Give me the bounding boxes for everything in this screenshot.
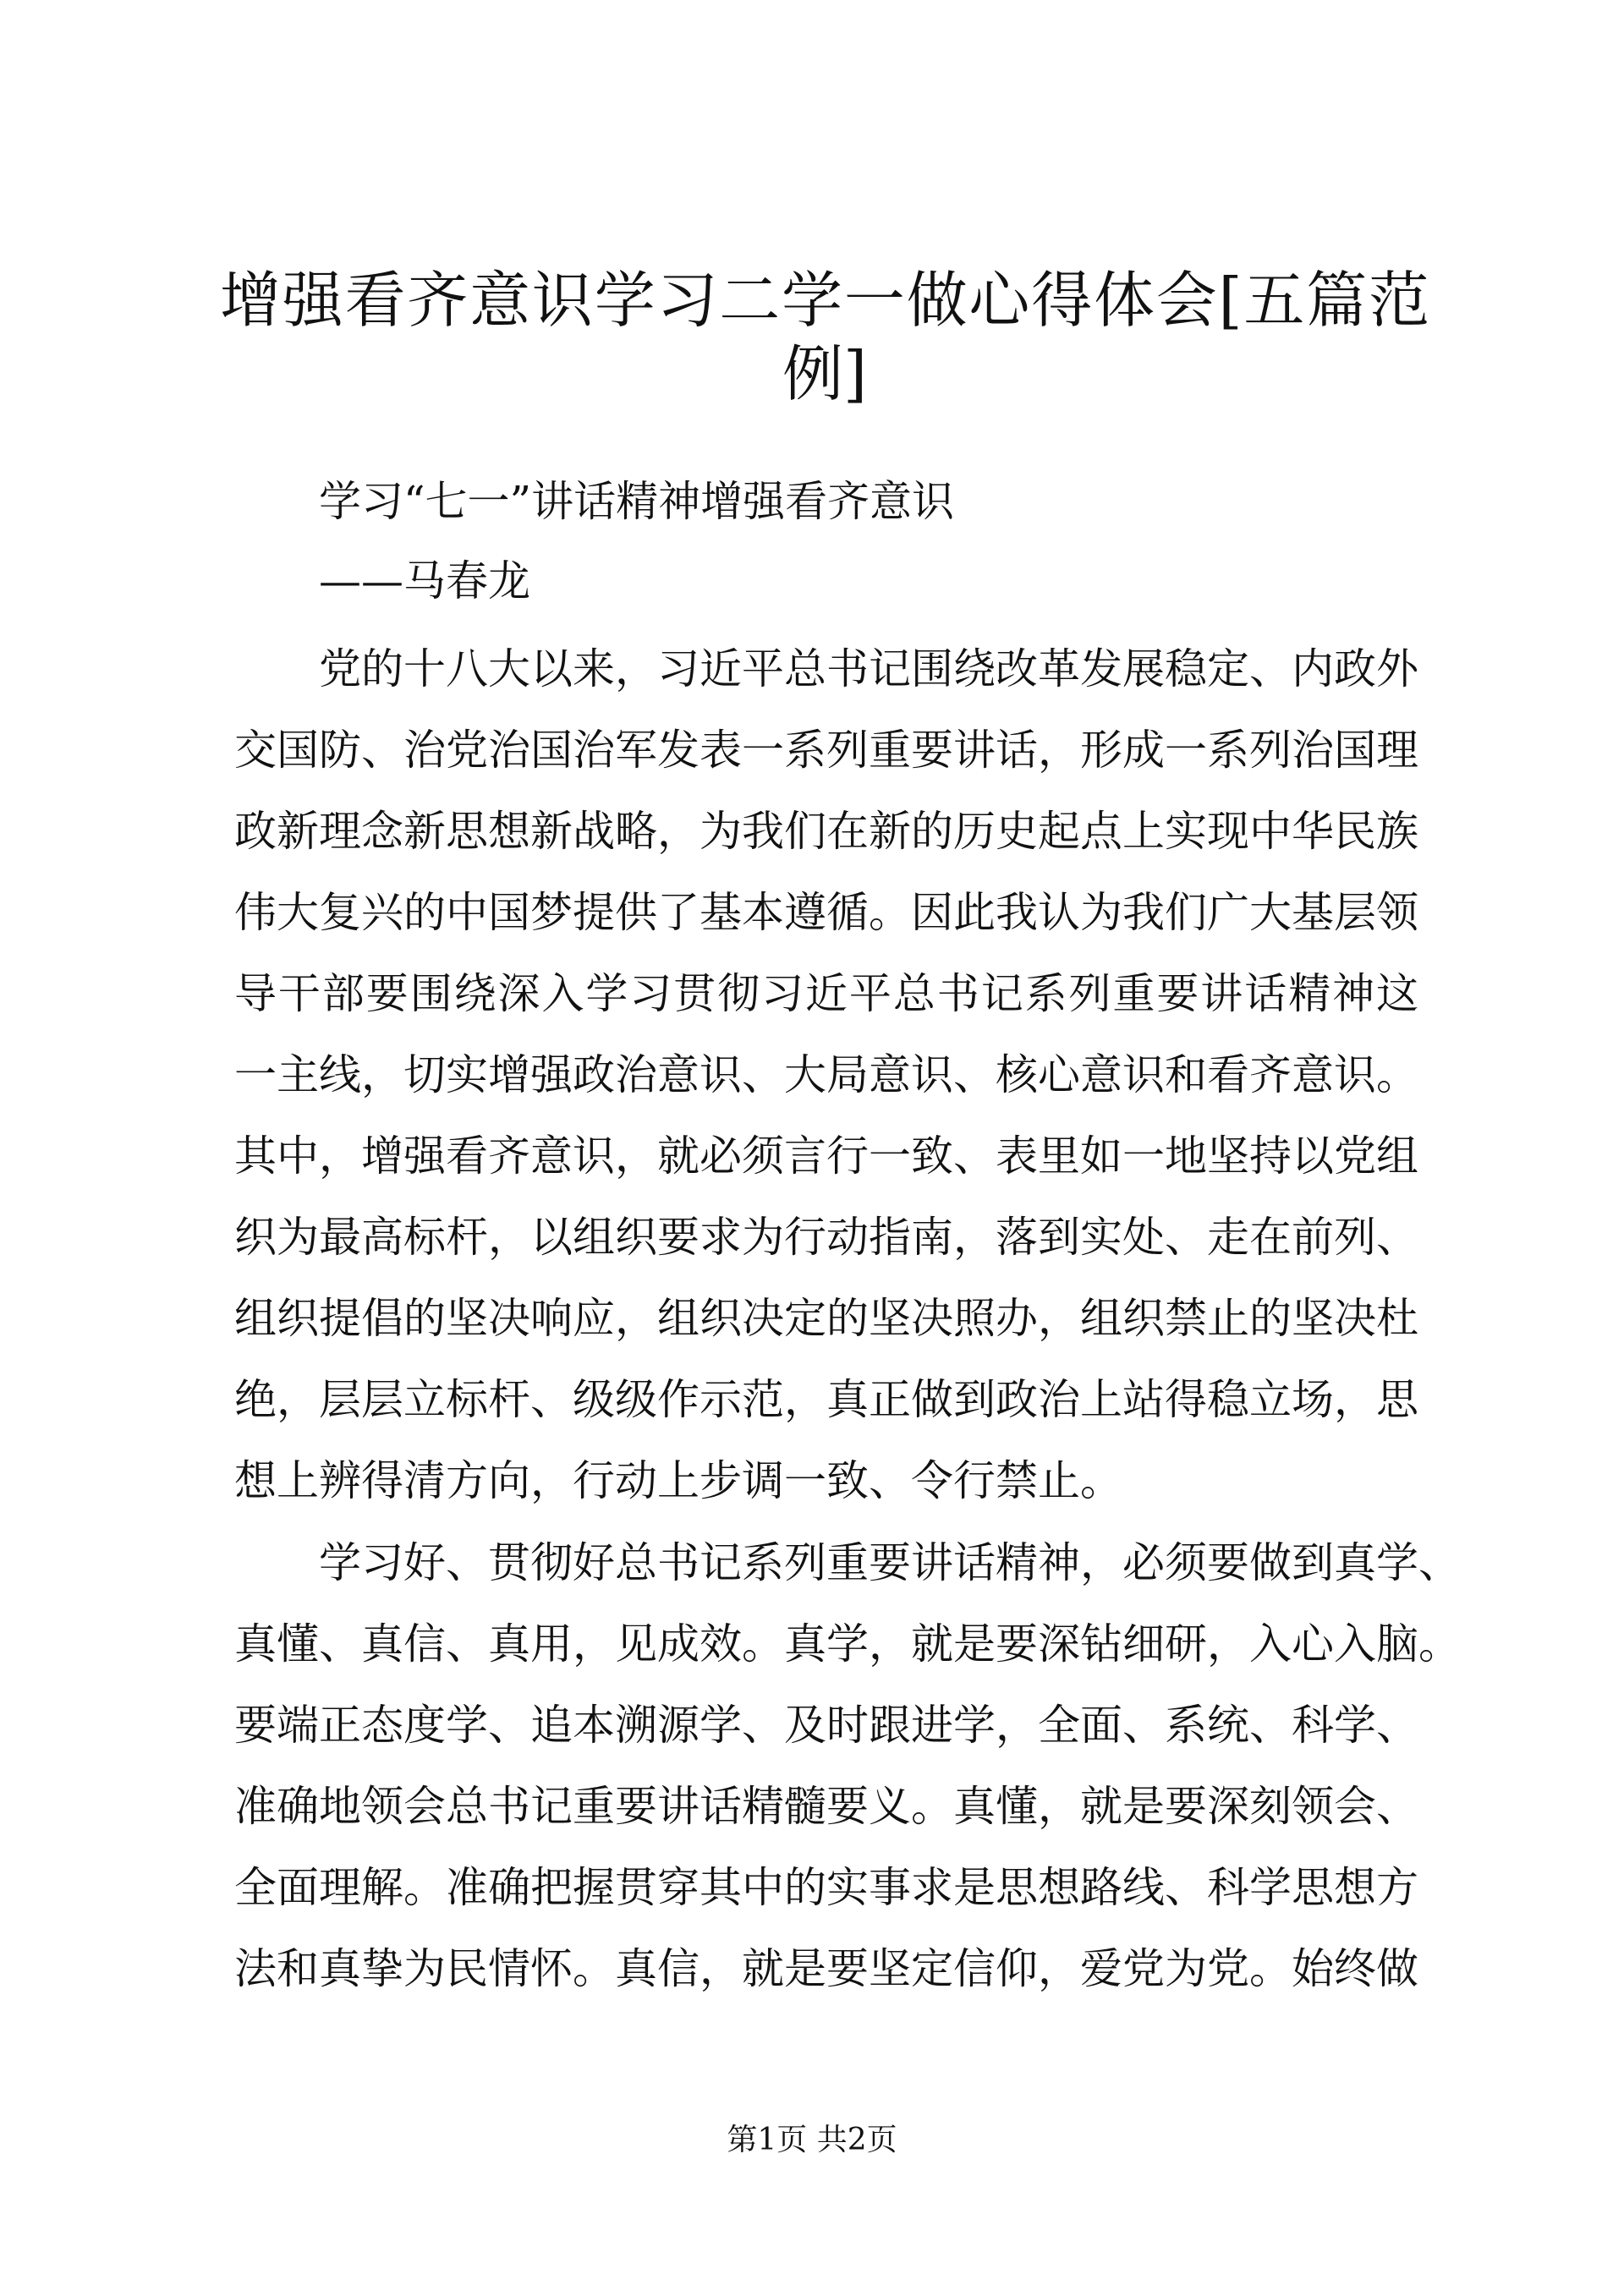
paragraph-line: 一主线，切实增强政治意识、大局意识、核心意识和看齐意识。 <box>234 1050 1418 1099</box>
document-title-line-2: 例] <box>782 338 868 409</box>
subtitle: 学习“七一”讲话精神增强看齐意识 <box>319 477 955 526</box>
paragraph-line: 法和真挚为民情怀。真信，就是要坚定信仰，爱党为党。始终做 <box>234 1944 1418 1993</box>
paragraph-line: 真懂、真信、真用，见成效。真学，就是要深钻细研，入心入脑。 <box>234 1619 1461 1669</box>
paragraph-line: 交国防、治党治国治军发表一系列重要讲话，形成一系列治国理 <box>234 726 1418 775</box>
paragraph-line: 学习好、贯彻好总书记系列重要讲话精神，必须要做到真学、 <box>319 1538 1461 1587</box>
author: ——马春龙 <box>319 556 530 606</box>
paragraph-line: 织为最高标杆，以组织要求为行动指南，落到实处、走在前列、 <box>234 1213 1418 1262</box>
paragraph-line: 准确地领会总书记重要讲话精髓要义。真懂，就是要深刻领会、 <box>234 1782 1418 1831</box>
paragraph-line: 想上辨得清方向，行动上步调一致、令行禁止。 <box>234 1456 1122 1505</box>
page-number: 第1页 共2页 <box>727 2123 897 2157</box>
paragraph-line: 要端正态度学、追本溯源学、及时跟进学，全面、系统、科学、 <box>234 1701 1418 1750</box>
paragraph-line: 党的十八大以来，习近平总书记围绕改革发展稳定、内政外 <box>319 644 1418 693</box>
paragraph-line: 全面理解。准确把握贯穿其中的实事求是思想路线、科学思想方 <box>234 1863 1418 1912</box>
paragraph-line: 组织提倡的坚决响应，组织决定的坚决照办，组织禁止的坚决杜 <box>234 1294 1418 1343</box>
paragraph-line: 其中，增强看齐意识，就必须言行一致、表里如一地坚持以党组 <box>234 1132 1418 1181</box>
paragraph-line: 导干部要围绕深入学习贯彻习近平总书记系列重要讲话精神这 <box>234 969 1418 1018</box>
paragraph-line: 伟大复兴的中国梦提供了基本遵循。因此我认为我们广大基层领 <box>234 888 1418 937</box>
document-title-line-1: 增强看齐意识学习二学一做心得体会[五篇范 <box>220 265 1429 336</box>
paragraph-line: 绝，层层立标杆、级级作示范，真正做到政治上站得稳立场，思 <box>234 1375 1418 1424</box>
paragraph-line: 政新理念新思想新战略，为我们在新的历史起点上实现中华民族 <box>234 807 1418 856</box>
